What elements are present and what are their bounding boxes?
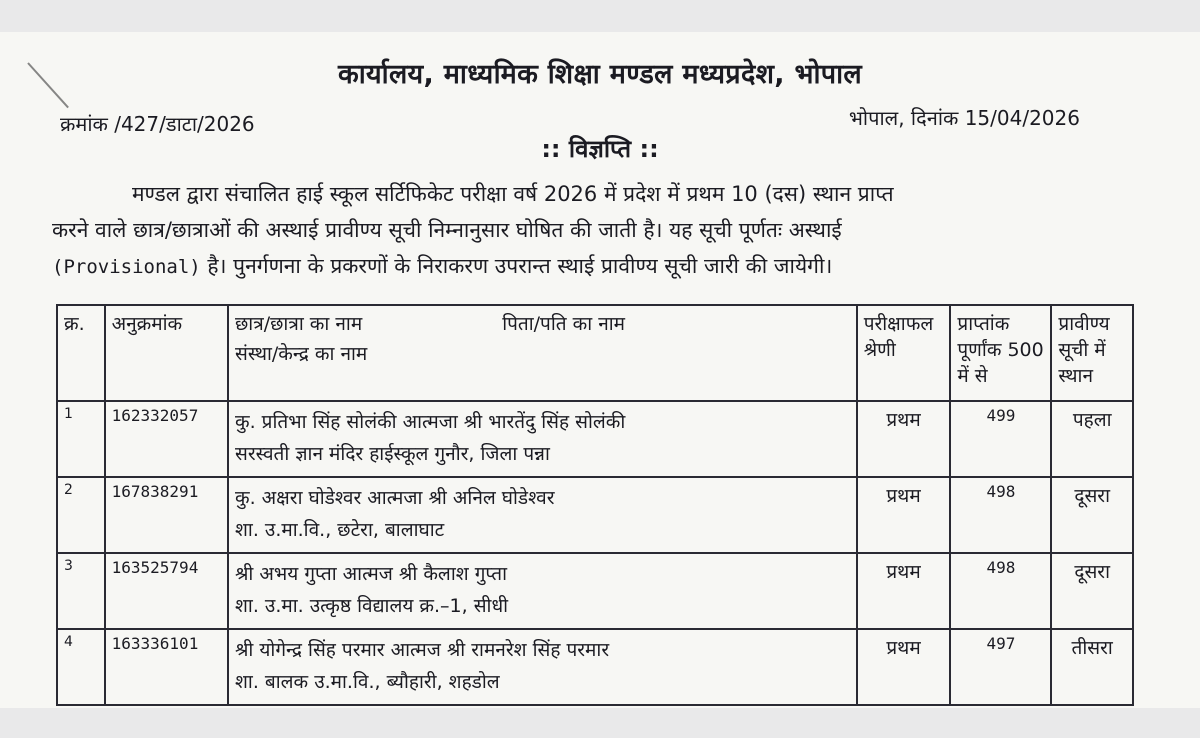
header-name-cell: [228, 305, 857, 401]
row-school-name: शा. उ.मा.वि., छटेरा, बालाघाट: [234, 519, 445, 541]
row-division: प्रथम: [857, 401, 951, 477]
row-rank: तीसरा: [1051, 629, 1133, 705]
row-rank: पहला: [1051, 401, 1133, 477]
table-row: [57, 553, 1133, 629]
row-name-cell: [228, 401, 857, 477]
paragraph-line-3: [52, 248, 1142, 285]
document-page: [0, 32, 1200, 708]
merit-list-table: [56, 304, 1134, 706]
row-marks: 498: [950, 553, 1051, 629]
row-division: प्रथम: [857, 477, 951, 553]
date-line: भोपाल, दिनांक 15/04/2026: [848, 106, 1080, 130]
paragraph-line-2: करने वाले छात्र/छात्राओं की अस्थाई प्रावीण्य सूची निम्नानुसार घोषित की जाती है। यह सूची पूर्णतः अस्थाई: [52, 218, 842, 242]
header-marks: प्राप्तांक पूर्णांक 500 में से: [950, 305, 1051, 401]
row-sno: 4: [57, 629, 105, 705]
row-marks: 497: [950, 629, 1051, 705]
row-name-cell: [228, 477, 857, 553]
paragraph-line-3-text: है। पुनर्गणना के प्रकरणों के निराकरण उपरान्त स्थाई प्रावीण्य सूची जारी की जायेगी।: [200, 254, 833, 278]
row-roll-number: 162332057: [105, 401, 228, 477]
row-student-name: कु. अक्षरा घोडेश्वर आत्मजा श्री अनिल घोडेश्वर: [234, 487, 555, 509]
table-row: [57, 629, 1133, 705]
office-heading: कार्यालय, माध्यमिक शिक्षा मण्डल मध्यप्रदेश, भोपाल: [337, 59, 863, 90]
table-row: [57, 401, 1133, 477]
row-sno: 2: [57, 477, 105, 553]
provisional-word: (Provisional): [52, 256, 201, 278]
row-student-name: श्री योगेन्द्र सिंह परमार आत्मज श्री रामनरेश सिंह परमार: [234, 639, 610, 661]
row-name-cell: [228, 629, 857, 705]
header-school-name: संस्था/केन्द्र का नाम: [234, 343, 368, 365]
row-rank: दूसरा: [1051, 477, 1133, 553]
row-marks: 499: [950, 401, 1051, 477]
notice-paragraph: [52, 176, 1142, 285]
header-rank: प्रावीण्य सूची में स्थान: [1051, 305, 1133, 401]
row-school-name: सरस्वती ज्ञान मंदिर हाईस्कूल गुनौर, जिला पन्ना: [234, 443, 550, 465]
header-division: परीक्षाफल श्रेणी: [857, 305, 951, 401]
row-marks: 498: [950, 477, 1051, 553]
row-division: प्रथम: [857, 553, 951, 629]
row-roll-number: 163336101: [105, 629, 228, 705]
row-sno: 3: [57, 553, 105, 629]
row-rank: दूसरा: [1051, 553, 1133, 629]
row-school-name: शा. बालक उ.मा.वि., ब्यौहारी, शहडोल: [234, 671, 500, 693]
row-student-name: श्री अभय गुप्ता आत्मज श्री कैलाश गुप्ता: [234, 563, 507, 585]
row-roll-number: 167838291: [105, 477, 228, 553]
row-roll-number: 163525794: [105, 553, 228, 629]
header-sno: क्र.: [57, 305, 105, 401]
paragraph-line-1: मण्डल द्वारा संचालित हाई स्कूल सर्टिफिकेट परीक्षा वर्ष 2026 में प्रदेश में प्रथम 10 (दस) स्थान प्राप्त: [132, 182, 894, 206]
header-father-name: पिता/पति का नाम: [502, 313, 626, 335]
row-sno: 1: [57, 401, 105, 477]
row-name-cell: [228, 553, 857, 629]
row-student-name: कु. प्रतिभा सिंह सोलंकी आत्मजा श्री भारतेंदु सिंह सोलंकी: [234, 411, 626, 433]
table-header-row: [57, 305, 1133, 401]
reference-number: क्रमांक /427/डाटा/2026: [60, 112, 255, 136]
table-row: [57, 477, 1133, 553]
notice-title: :: विज्ञप्ति ::: [541, 135, 659, 163]
header-student-name: छात्र/छात्रा का नाम: [234, 313, 363, 335]
row-school-name: शा. उ.मा. उत्कृष्ठ विद्यालय क्र.–1, सीधी: [234, 595, 509, 617]
row-division: प्रथम: [857, 629, 951, 705]
header-roll-number: अनुक्रमांक: [105, 305, 228, 401]
